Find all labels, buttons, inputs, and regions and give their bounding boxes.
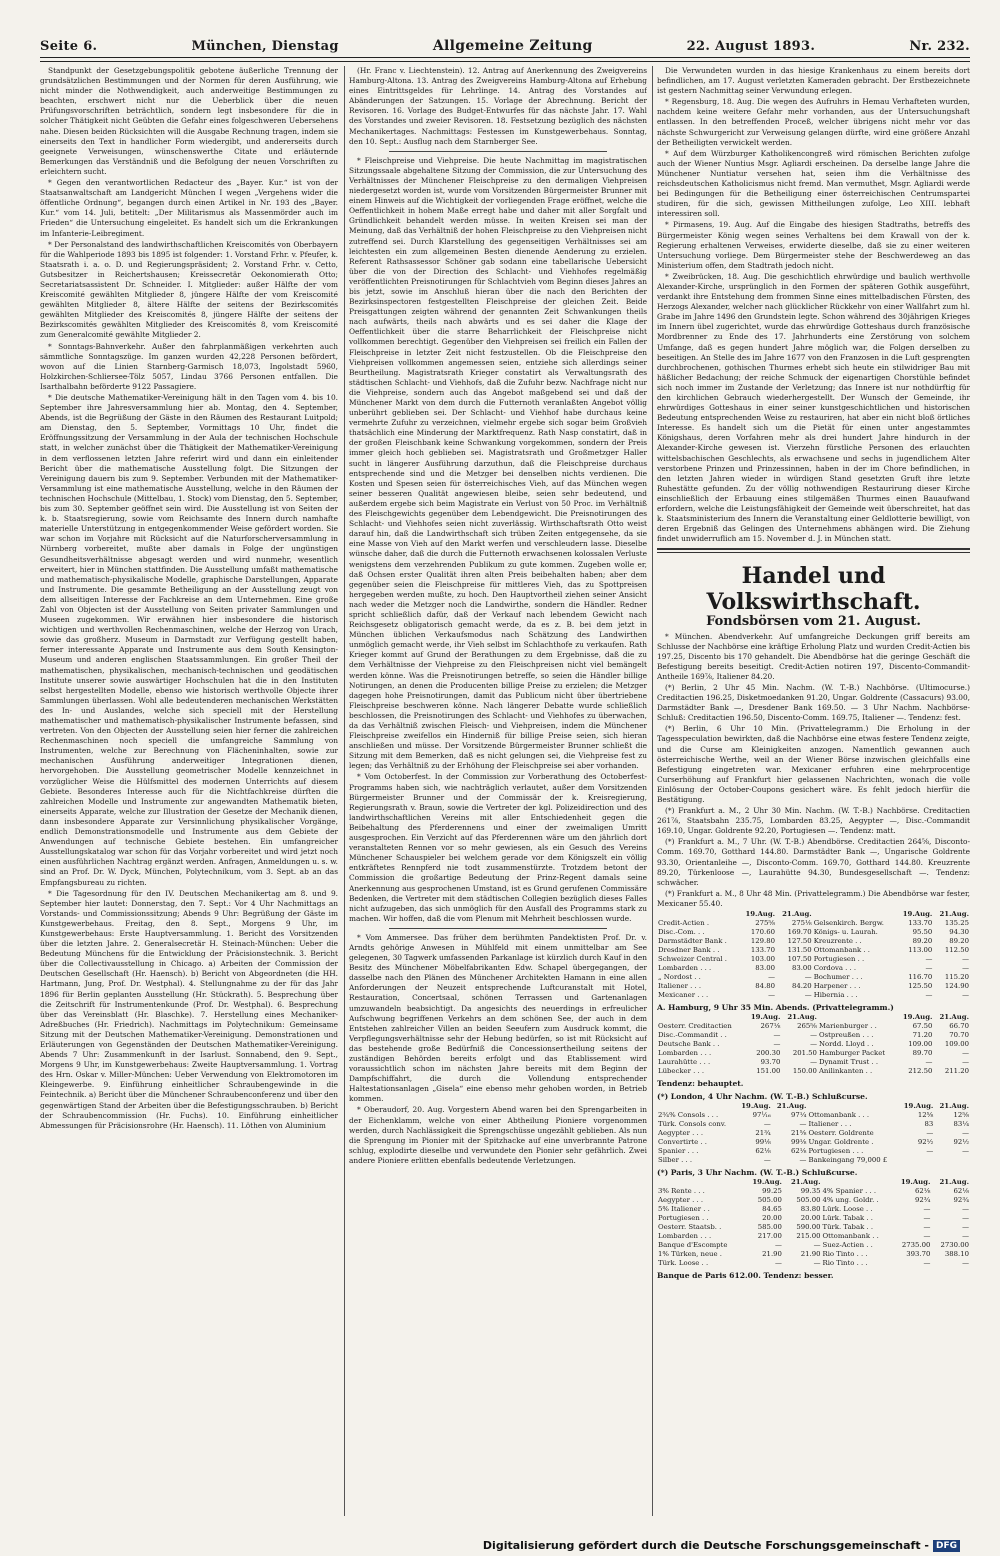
table-row — [657, 937, 970, 946]
table-header-row — [657, 1013, 970, 1022]
quote-value: — — [813, 1259, 821, 1268]
quote-value: 505.00 — [796, 1196, 821, 1205]
table-row — [657, 1022, 970, 1031]
quote-value: 84.65 — [762, 1205, 782, 1214]
quote-value: 19.Aug. — [900, 1178, 931, 1187]
quote-value: 107.50 — [787, 955, 812, 964]
quote-value: — — [962, 1058, 969, 1067]
security-name: 4% Spanier . . . — [822, 1187, 877, 1196]
security-name: Rio Tinto . . . — [822, 1250, 868, 1259]
quote-value: — — [804, 991, 812, 1000]
table-row — [657, 955, 970, 964]
security-name: Türk. Tabak . . — [822, 1223, 874, 1232]
security-name: Dresdner Bank . . — [658, 946, 720, 955]
table-row — [657, 973, 970, 982]
quote-value: 84.80 — [755, 982, 776, 991]
quote-value: 267⅛ — [760, 1022, 781, 1031]
quote-value: 83¼ — [953, 1120, 969, 1129]
quote-value: 151.00 — [756, 1067, 781, 1076]
quote-value: 217.00 — [757, 1232, 782, 1241]
article-paragraph: * Der Personalstand des landwirthschaftlichen Kreiscomités von Oberbayern für die Wahlperiode 1893 bis 1895 ist folgender: 1. Vorstand Frhr. v. Pfeufer, k. Staatsrath i. a. o. D. und Regierungspräsident; 2. Vorstand Frhr. v. Cetto, Gutsbesitzer in Reichertshausen; Kreissecretär Oekonomierath Otto; Secretariatsassistent Dr. Schneider. I. Mitglieder: außer Hälfte der vom Kreiscomité gewählten Mitglieder 8, jüngere Hälfte der vom Kreiscomité gewählten Mitglieder 8, ältere Hälfte der seitens der Bezirkscomités gewählten Mitglieder des Kreiscomités 8, jüngere Hälfte der seitens der Bezirkscomités gewählten Mitglieder des Kreiscomités 8, vom Kreiscomité zum Generalcomité gewählte Mitglieder 2. — [40, 239, 338, 340]
article-paragraph: * Oberaudorf, 20. Aug. Vorgestern Abend waren bei den Sprengarbeiten in der Eichenklamm, welche von einer Abtheilung Pioniere vorgenommen werden, durch Nachlässigkeit die Sprengschüsse ungezählt geblieben. Als nun die Sprengung im Pionier mit der Spitzhacke auf eine unverbrannte Patrone schlug, explodirte dieselbe und verwundete den Pionier sehr gefährlich. Zwei andere Pioniere erlitten ebenfalls bedeutende Verletzungen. — [349, 1105, 647, 1165]
quote-value: — — [763, 1156, 771, 1165]
security-name: Lombarden . . . — [658, 964, 712, 973]
article-paragraph: * Regensburg, 18. Aug. Die wegen des Aufruhrs in Hemau Verhafteten wurden, nachdem keine weitere Gefahr mehr vorhanden, aus der Untersuchungshaft entlassen. In den betreffenden Proceß, welcher übrigens nicht mehr vor das nächste Schwurgericht zur Verweisung gelangen dürfte, wird eine größere Anzahl der Betheiligten verwickelt werden. — [657, 97, 970, 147]
quote-value: — — [923, 1223, 931, 1232]
quote-value: — — [923, 1259, 931, 1268]
security-name: Nordd. Lloyd . . — [818, 1040, 874, 1049]
quote-value: 92½ — [953, 1138, 969, 1147]
quote-value: — — [962, 991, 969, 1000]
quote-value: 21.Aug. — [939, 1178, 969, 1187]
page-number: Seite 6. — [40, 39, 98, 54]
table-row — [657, 1058, 970, 1067]
quote-value: 93.70 — [760, 1058, 781, 1067]
table-row — [657, 928, 970, 937]
quote-table-hamburg — [657, 1013, 970, 1076]
security-name: Lombarden . . . — [658, 1049, 712, 1058]
market-paragraph: (*) Berlin, 6 Uhr 10 Min. (Privattelegramm.) Die Erholung in der Tagesspeculation bewirkten, daß die Nachbörse eine etwas festere Tendenz zeigte, und die Curse am Kleinigkeiten anzogen. Namentlich gewannen auch österreichische Werthe, weil an der Wiener Börse inzwischen gleichfalls eine Befestigung eingetreten war. Mexicaner erfuhren eine mehrprocentige Curserhöhung auf Frankfurt hier gelassenen Nachrichten, wonach die volle Einlösung der October-Coupons gesichert wäre. Es fehlt jedoch hierfür die Bestätigung. — [657, 724, 970, 804]
article-paragraph: * Sonntags-Bahnverkehr. Außer den fahrplanmäßigen verkehrten auch sämmtliche Sonntagszüge. Im ganzen wurden 42,228 Personen befördert, wovon auf die Linien Starnberg-Garmisch 18,073, Ingolstadt 5960, Holzkirchen-Schliersee-Tölz 5057, Lindau 3766 Personen entfallen. Die Isarthalbahn beförderte 9122 Passagiere. — [40, 341, 338, 391]
quote-value: 21.Aug. — [939, 910, 969, 919]
table-row — [657, 1241, 970, 1250]
quote-table-frankfurt — [657, 910, 970, 1000]
quote-value: 19.Aug. — [745, 910, 776, 919]
quote-value: 62⅛ — [755, 1147, 771, 1156]
quote-table-london — [657, 1102, 970, 1165]
quote-value: — — [923, 1232, 931, 1241]
quote-value: — — [962, 1232, 969, 1241]
quote-value: 99.25 — [762, 1187, 782, 1196]
quote-value: 109.00 — [944, 1040, 969, 1049]
quote-value: — — [925, 955, 933, 964]
section-subtitle: Fondsbörsen vom 21. August. — [706, 614, 921, 630]
quote-value: 71.20 — [912, 1031, 933, 1040]
security-name: Credit-Actien . — [658, 919, 710, 928]
table-row — [657, 1138, 970, 1147]
security-name — [813, 910, 897, 919]
place-date: München, Dienstag — [191, 39, 339, 54]
section-rule — [657, 548, 970, 553]
quote-value: 2730.00 — [940, 1241, 969, 1250]
security-name: 5% Italiener . . — [658, 1205, 710, 1214]
security-name: Ungar. Goldrente . — [808, 1138, 874, 1147]
quote-value: 133.70 — [908, 919, 933, 928]
security-name: Ostpreußen . . . — [818, 1031, 874, 1040]
quote-value: 135.25 — [944, 919, 969, 928]
quote-value: — — [810, 1031, 817, 1040]
quote-value: 200.30 — [756, 1049, 781, 1058]
table-row — [657, 1205, 970, 1214]
security-name: Lürk. Loose . . — [822, 1205, 873, 1214]
quote-value: — — [763, 1120, 771, 1129]
quote-value: 21.Aug. — [787, 1013, 817, 1022]
quote-value: — — [799, 1120, 807, 1129]
quote-value: 19.Aug. — [902, 910, 933, 919]
quote-value: 92½ — [917, 1138, 934, 1147]
article-paragraph: Die Verwundeten wurden in das hiesige Krankenhaus zu einem bereits dort befindlichen, am 17. August verletzten Kameraden gebracht. Der Erstbezeichnete ist gestern Nachmittag seiner Verwundung erlegen. — [657, 66, 970, 96]
security-name: Laurahütte . . . — [658, 1058, 711, 1067]
security-name: Marienburger . . — [818, 1022, 877, 1031]
quote-value: 20.00 — [800, 1214, 821, 1223]
article-paragraph: * Vom Octoberfest. In der Commission zur Vorberathung des Octoberfest-Programms haben sich, wie nachträglich verlautet, außer dem Vorsitzenden Bürgermeister Brunner und der Commissär der k. Kreisregierung, Regierungsrath v. Braun, sowie die Vertreter der kgl. Polizeidirection und des landwirthschaftlichen Vereins mit aller Entschiedenheit gegen die Beibehaltung des Pferderennens und einer der zweimaligen Umritt ausgesprochen. Ein Verzicht auf das Pferderennen wäre um den jährlich dort veranstalteten Rennen vor so mehr gewiesen, als ein Gesuch des Vereins Münchener Schauspieler bei welchem gerade vor dem Königszelt ein völlig entkräftetes Rennpferd nie todt zusammenstürzte. Trotzdem betont der Commission die großartige Bedeutung der Prinz-Regent damals seine Anerkennung aus gesprochenen Umstand, ist es Grund gerufenen Commissäre Bedenken, die Vertreter mit dem städtischen Collegien bezüglich dieses Falles nicht aufzugeben, das sich unmöglich für den Ausfall des Programms stark zu machen. Wir hoffen, daß die vom Plenum mit Mehrheit beschlossen wurde. — [349, 772, 647, 923]
quote-value: 109.00 — [908, 1040, 933, 1049]
quote-value: 20.00 — [762, 1214, 782, 1223]
page-header — [40, 30, 970, 54]
quote-value: 95.50 — [912, 928, 933, 937]
security-name: 3% Rente . . . — [658, 1187, 705, 1196]
table-row — [657, 1031, 970, 1040]
quote-value: — — [775, 1259, 782, 1268]
quote-value: — — [810, 1058, 817, 1067]
quote-value: 12⅝ — [917, 1111, 934, 1120]
table-header-row — [657, 1102, 970, 1111]
quote-value: — — [962, 1205, 969, 1214]
section-separator — [389, 151, 607, 152]
table-row — [657, 1049, 970, 1058]
security-name: 4% ung. Goldr. . — [822, 1196, 879, 1205]
security-name: Portugiesen . . — [813, 955, 865, 964]
quote-value: 62⅛ — [953, 1187, 969, 1196]
table-row — [657, 1120, 970, 1129]
article-paragraph: * Zweibrücken, 18. Aug. Die geschichtlich ehrwürdige und baulich werthvolle Alexander-Kirche, ursprünglich in den Formen der späteren Gothik ausgeführt, verdankt ihre Entstehung dem frommen Sinne eines mittelbadischen Fürsten, des Herzogs Alexander, welcher nach glücklicher Rückkehr von einer Wallfahrt zum hl. Grabe im Jahre 1496 den Grundstein legte. Schon während des 30jährigen Krieges im Innern übel zugerichtet, wurde das ehrwürdige Gotteshaus durch französische Mordbrenner zu Ende des 17. Jahrhunderts eine Zerstörung von solchem Umfange, daß es gegen hundert Jahre möglich war, die Folgen derselben zu beseitigen. An Stelle des im Jahre 1677 von den Franzosen in die Luft gesprengten durchbrochenen, gothischen Thurmes erhebt sich heute ein stilwidriger Bau mit häßlicher Bedachung; der reiche Schmuck der eigenartigen Chorstühle befindet sich noch immer im Zustande der Verletzung; das Innere ist nur nothdürftig für den kirchlichen Gebrauch wiederhergestellt. Der Wunsch der Gemeinde, ihr ehrwürdiges Gotteshaus in einer seiner kunstgeschichtlichen und historischen Bedeutung entsprechenden Weise zu restauriren, hat aber ein nicht bloß örtliches Interesse. Es handelt sich um die Pietät für einen unter angestammtes Königshaus, deren Vorfahren mehr als drei hundert Jahre hindurch in der Alexander-Kirche gewesen ist. Vierzehn fürstliche Personen des erlauchten wittelsbachischen Geschlechts, als erwachsene und sechs in jugendlichem Alter verstorbene Prinzen und Prinzessinnen, haben in der im Chore befindlichen, in den letzten Jahren wieder in würdigen Stand gesetzten Gruft ihre letzte Ruhestätte gefunden. Zu der völlig nothwendigen Restaurirung dieser Kirche einschließlich der Erbauung eines stilgemäßen Thurmes einen Bauaufwand erfordern, welche die Leistungsfähigkeit der Gemeinde weit überschreitet, hat das k. Staatsministerium des Innern die Veranstaltung einer Geldlotterie bewilligt, von deren Ergebniß das Gelingen des Unternehmens abhängen wird. Die Ziehung findet unwiderruflich am 15. November d. J. in München statt. — [657, 271, 970, 544]
table-header-row — [657, 1178, 970, 1187]
quote-value: — — [813, 1241, 821, 1250]
security-name: Lombarden . . . — [658, 1232, 712, 1241]
quote-value: 19.Aug. — [903, 1102, 934, 1111]
security-name — [822, 1178, 893, 1187]
quote-value: 66.70 — [949, 1022, 969, 1031]
security-name: Kreuzrente . . — [813, 937, 862, 946]
table-row — [657, 964, 970, 973]
issue-date: 22. August 1893. — [686, 39, 816, 54]
table-row — [657, 1111, 970, 1120]
quote-value: 393.70 — [906, 1250, 931, 1259]
article-paragraph: * Gegen den verantwortlichen Redacteur des „Bayer. Kur.“ ist von der Staatsanwaltschaft am Landgericht München I wegen „Vergehens wider die öffentliche Ordnung“, begangen durch einen Artikel in Nr. 193 des „Bayer. Kur.“ vom 14. Juli, betitelt: „Der Militarismus als Massenmörder auch im Frieden“ die Untersuchung eingeleitet. Es handelt sich um die Erkrankungen im Infanterie-Leibregiment. — [40, 178, 338, 238]
quote-value: — — [925, 1058, 933, 1067]
table-row — [657, 1156, 970, 1165]
quote-value: 97¼ — [790, 1111, 807, 1120]
column-3 — [657, 66, 970, 1516]
tendency-text: Tendenz: behauptet. — [657, 1079, 744, 1089]
quote-value: 62⅛ — [790, 1147, 807, 1156]
table-row — [657, 991, 970, 1000]
quote-value: — — [773, 1031, 781, 1040]
table-row — [657, 1223, 970, 1232]
security-name: Oesterr. Creditactien — [658, 1022, 732, 1031]
quote-value: — — [962, 1223, 969, 1232]
market-paragraph: (*) Frankfurt a. M., 7 Uhr. (W. T.-B.) Abendbörse. Creditactien 264⅝, Disconto-Comm. 169.70, Gotthard 144.80. Darmstädter Bank —, Ungarische Goldrente 93.30, Orientanleihe —, Disconto-Comm. 169.70, Gotthard 144.80. Kreuzrente 89.20, Türkenloose —, Laurahütte 94.30, Bundesgesellschaft —. Tendenz: schwächer. — [657, 837, 970, 887]
article-paragraph: * Auf dem Würzburger Katholikencongreß wird römischen Berichten zufolge auch der Wiener Nuntius Msgr. Agliardi erscheinen. Da derselbe lange Jahre die Münchener Nuntiatur versehen hat, seien ihm die Verhältnisse des reichsdeutschen Katholicismus nicht fremd. Man vermuthet, Msgr. Agliardi werde bei Bedingungen für die Betheiligung einer österreichischen Centrumspartei studiren, für die sich, gewissen Mittheilungen zufolge, Leo XIII. lebhaft interessiren soll. — [657, 148, 970, 219]
quote-value — [899, 1156, 935, 1165]
security-name: Königs- u. Laurah. — [813, 928, 878, 937]
quote-value: 113.00 — [908, 946, 933, 955]
quote-value: 169.70 — [787, 928, 812, 937]
newspaper-title: Allgemeine Zeitung — [432, 38, 593, 54]
security-name: Silber . . . — [658, 1156, 693, 1165]
quote-value: — — [923, 1214, 931, 1223]
security-name — [657, 910, 739, 919]
quote-value: 212.50 — [908, 1067, 933, 1076]
quote-value: 112.50 — [944, 946, 969, 955]
quote-value: — — [962, 1259, 969, 1268]
quote-value: — — [775, 1241, 782, 1250]
section-separator — [389, 928, 607, 929]
security-name: Ottomanbank . . — [813, 946, 870, 955]
quote-value: 99⅛ — [755, 1138, 771, 1147]
security-name: Oesterr. Goldrente — [808, 1129, 874, 1138]
footer-credit: Digitalisierung gefördert durch die Deutsche Forschungsgemeinschaft - — [482, 1539, 929, 1552]
article-paragraph: (Hr. Franc v. Liechtenstein). 12. Antrag auf Anerkennung des Zweigvereins Hamburg-Altona. 13. Antrag des Zweigvereins Hamburg-Altona auf Erhebung eines Eintrittsgeldes für Lehrlinge. 14. Antrag des Vorstandes auf Abänderungen der Satzungen. 15. Vorlage der Abrechnung. Bericht der Revisoren. 16. Vorlage des Budget-Entwurfes für das nächste Jahr. 17. Wahl des Vorstandes und zweier Revisoren. 18. Festsetzung bezüglich des nächsten Mechanikertages. Nachmittags: Festessen im Kunstgewerbehaus. Sonntag, den 10. Sept.: Ausflug nach dem Starnberger See. — [349, 66, 647, 146]
security-name: Convertirte . . — [658, 1138, 707, 1147]
quote-value — [934, 1156, 970, 1165]
security-name: Harpener . . . — [813, 982, 861, 991]
quote-value: 585.00 — [757, 1223, 782, 1232]
security-name: Italiener . . . — [658, 982, 702, 991]
security-name: Banque d'Escompte — [658, 1241, 728, 1250]
footer-text — [483, 1539, 960, 1552]
dfg-logo: DFG — [933, 1540, 960, 1552]
quote-value: 94.30 — [949, 928, 969, 937]
quote-value: 103.00 — [750, 955, 776, 964]
security-name: Lürk. Tabak . . — [822, 1214, 873, 1223]
quote-value: — — [925, 964, 933, 973]
quote-table-paris — [657, 1178, 970, 1268]
security-name: 1% Türken, neue . — [658, 1250, 722, 1259]
security-name: Türk. Consols conv. — [658, 1120, 727, 1129]
security-name: Darmstädter Bank . — [658, 937, 727, 946]
quote-value: — — [768, 991, 776, 1000]
quote-value: — — [773, 1040, 781, 1049]
table-row — [657, 1259, 970, 1268]
quote-value: 19.Aug. — [750, 1013, 781, 1022]
column-divider — [344, 66, 345, 1516]
table-row — [657, 1187, 970, 1196]
quote-value: 21.Aug. — [939, 1013, 969, 1022]
paris-tail: Banque de Paris 612.00. Tendenz: besser. — [657, 1271, 834, 1281]
quote-value: 133.70 — [750, 946, 776, 955]
table-header-row — [657, 910, 970, 919]
security-name: Bochumer . . . — [813, 973, 863, 982]
security-name: Türk. Loose . . — [658, 1259, 709, 1268]
quote-value: 2735.00 — [901, 1241, 931, 1250]
article-paragraph: * Vom Ammersee. Das früher dem berühmten Pandektisten Prof. Dr. v. Arndts gehörige Anwesen in Mühlfeld mit einem unmittelbar am See gelegenen, 30 Tagwerk umfassenden Parkanlage ist kürzlich durch Kauf in den Besitz des Münchener Möbelfabrikanten Edw. Schapel übergegangen, der dasselbe nach den Plänen des Münchener Architekten Hamann in eine allen Anforderungen der Neuzeit entsprechende Luftcuranstalt mit Hotel, Restauration, Concertsaal, schönen Terrassen und Gartenanlagen umzuwandeln beabsichtigt. Da angesichts des neuerdings in erfreulicher Aufschwung begriffenen Verkehrs an dem schönen See, der auch in dem Entstehen zahlreicher Villen an beiden Seeufern zum Ausdruck kommt, die Verpflegungsverhältnisse sehr der Hebung bedürfen, so ist mit Rücksicht auf das bestehende große Bedürfniß die Concessionsertheilung seitens der zuständigen Behörden bereits erfolgt und das Etablissement wird voraussichtlich schon im nächsten Jahre bereits mit dem Beginn der Dampfschiffahrt, die durch die Vollendung entsprechender Haltestationsanlagen „Gisela“ eine ebenso mehr gehoben worden, in Betrieb kommen. — [349, 932, 647, 1104]
quote-value: — — [926, 1129, 934, 1138]
security-name: Gelsenkirch. Bergw. — [813, 919, 884, 928]
security-name: Hibernia . . . — [813, 991, 858, 1000]
security-name: Ottomanbank . . — [822, 1232, 879, 1241]
article-paragraph: * Die Tagesordnung für den IV. Deutschen Mechanikertag am 8. und 9. September hier lautet: Donnerstag, den 7. Sept.: Vor 4 Uhr Nachmittags an Vorstands- und Commissionssitzung; Abends 9 Uhr: Begrüßung der Gäste im Kunstgewerbehaus. Freitag, den 8. Sept., Morgens 9 Uhr, im Kunstgewerbehaus: Erste Hauptversammlung. 1. Bericht des Vorsitzenden über die letzten Jahre. 2. Generalsecretär H. Steinach-München: Ueber die Bedeutung Münchens für die Entwicklung der Präcisionstechnik. 3. Bericht über die Collectivausstellung in Chicago. a) Arbeiten der Commission der Deutschen Gesellschaft (Hr. Haensch). b) Bericht von Abgeordneten (die HH. Hartmann, Jung, Prof. Dr. Westphal). 4. Stellungnahme zu der für das Jahr 1896 für Berlin geplanten Ausstellung (Hr. Stückrath). 5. Besprechung über die Zeitschrift für Instrumentenkunde (Prof. Dr. Westphal). 6. Besprechung über das Vereinsblatt (Hr. Blaschke). 7. Herstellung eines Mechaniker-Adreßbuches (Hr. Friedrich). Nachmittags im Polytechnikum: Gemeinsame Sitzung mit der Deutschen Mathematiker-Vereinigung. Demonstrationen und Erläuterungen von Gegenständen der Deutschen Mathematiker-Vereinigung. Abends 7 Uhr: Zusammenkunft in der Isarlust. Sonnabend, den 9. Sept., Morgens 9 Uhr, im Kunstgewerbehaus: Zweite Hauptversammlung. 1. Vortrag des Hrn. Oskar v. Miller-München: Ueber Verwendung von Elektromotoren im Kleingewerbe. 9. Einführung einheitlicher Schraubengewinde in die Feintechnik. a) Bericht über die Münchener Schraubenconferenz und über den gegenwärtigen Stand der Arbeiten über die Befestigungsschrauben. b) Bericht der Schraubencommission (Hr. Fuchs). 10. Einführung einheitlicher Abmessungen für Präcisionsrohre (Hr. Haensch). 11. Löthen von Aluminium — [40, 888, 338, 1130]
newspaper-page — [40, 30, 970, 1520]
quote-value: — — [799, 1156, 807, 1165]
column-divider — [652, 66, 653, 1516]
table-row — [657, 982, 970, 991]
article-paragraph: * Pirmasens, 19. Aug. Auf die Eingabe des hiesigen Stadtraths, betreffs des Bürgermeister König wegen seines Verhaltens bei dem Krawall von der k. Regierung erhaltenen Verweises, erwiderte dieselbe, daß sie zu einer weiteren Untersuchung vorliege. Dem Bürgermeister stehe der Beschwerdeweg an das Ministerium offen, dem Stadtrath jedoch nicht. — [657, 220, 970, 270]
security-name: Aegypter . . . — [658, 1196, 704, 1205]
quote-value: 211.20 — [944, 1067, 969, 1076]
quote-value: — — [962, 1129, 969, 1138]
security-name — [818, 1013, 897, 1022]
table-row — [657, 1196, 970, 1205]
security-name — [657, 1102, 736, 1111]
column-2 — [349, 66, 647, 1516]
quote-value: 388.10 — [944, 1250, 969, 1259]
quote-value: 590.00 — [796, 1223, 821, 1232]
article-paragraph: * Die deutsche Mathematiker-Vereinigung hält in den Tagen vom 4. bis 10. September ihre Jahresversammlung hier ab. Montag, den 4. September, Abends, ist die Begrüßung der Gäste in den Räumen des Restaurant Luitpold; am Dienstag, den 5. September, Vormittags 10 Uhr, findet die Eröffnungssitzung der Versammlung in der Aula der technischen Hochschule statt, in welcher zunächst über die Thätigkeit der Mathematiker-Vereinigung in dem verflossenen letzten Jahre referirt wird und dann ein einleitender Bericht über die mathematische Ausstellung folgt. Die Sitzungen der Vereinigung dauern bis zum 9. September. Verbunden mit der Mathematiker-Versammlung ist eine mathematische Ausstellung, welche in den Räumen der technischen Hochschule (Mittelbau, 1. Stock) vom Dienstag, den 5. September, bis zum 30. September geöffnet sein wird. Die Ausstellung ist von Seiten der k. b. Staatsregierung, sowie vom Reichsamte des Innern durch namhafte materielle Unterstützung in entgegenkommender Weise gefördert worden. Sie war schon im Vorjahre mit Rücksicht auf die Naturforscherversammlung in Nürnberg vorbereitet, mußte aber damals in Folge der ungünstigen Gesundheitsverhältnisse abgesagt werden und wird nunmehr, wesentlich erweitert, hier in München stattfinden. Die Ausstellung umfaßt mathematische und mathematisch-physikalische Modelle, graphische Darstellungen, Apparate und Instrumente. Die gesammte Betheiligung an der Ausstellung zeugt von dem allseitigen Interesse der Fachkreise an dem Unternehmen. Eine große Zahl von Objecten ist der Ausstellung von Seiten privater Sammlungen und Museen zugekommen. Wir erwähnen hier insbesondere die historisch wichtigen und werthvollen Rechenmaschinen, welche der Herzog von Urach, sowie das großherz. Museum in Darmstadt zur Verfügung gestellt haben, ferner interessante Apparate und Instrumente aus dem South Kensington-Museum und anderen englischen Staatssammlungen. Ein großer Theil der mathematischen, physikalischen, mechanisch-technischen und geodätischen Institute unserer sowie auswärtiger Hochschulen hat die in den Instituten selbst hergestellten Modelle, ebenso wie historisch werthvolle Objecte ihrer Sammlungen überlassen. Wohl alle bedeutenderen mechanischen Werkstätten des In- und Auslandes, welche sich speciell mit der Herstellung mathematischer und mathematisch-physikalischer Instrumente befassen, sind vertreten. Von den Objecten der Ausstellung seien hier ferner die zahlreichen Rechenmaschinen noch speciell die umfangreiche Sammlung von Instrumenten, welche zur Berechnung von Flächeninhalten, sowie zur mechanischen Ausführung anderweitiger Integrationen dienen, hervorgehoben. Die Ausstellung geometrischer Modelle kennzeichnet in vorzüglicher Weise die Hülfsmittel des modernen Unterrichts auf diesem Gebiete. Besonderes Interesse auch für die Nichtfachkreise dürften die zahlreichen Modelle und Instrumente zur angewandten Mathematik bieten, einerseits Apparate, welche zur Illustration der Gesetze der Mechanik dienen, dann insbesondere Apparate zur Versinnlichung physikalischer Vorgänge, endlich Demonstrationsmodelle und Instrumente aus dem Gebiete der Anwendungen auf technische Gebiete bestehen. Ein umfangreicher Ausstellungskatalog war schon für das Vorjahr vorbereitet und wird jetzt noch einen ausführlichen Nachtrag ergänzt werden. Anfragen, Anmeldungen u. s. w. sind an Prof. Dr. W. Dyck, München, Polytechnikum, vom 3. Sept. ab an das Empfangsbureau zu richten. — [40, 393, 338, 887]
security-name: Schweizer Central . — [658, 955, 727, 964]
security-name: Deutsche Bank . . — [658, 1040, 720, 1049]
quote-value: 505.00 — [757, 1196, 782, 1205]
quote-value: 83 — [924, 1120, 934, 1129]
quote-value: 70.70 — [949, 1031, 969, 1040]
quote-value: 21⅝ — [790, 1129, 807, 1138]
quote-heading-hamburg: A. Hamburg, 9 Uhr 35 Min. Abends. (Privattelegramm.) — [657, 1003, 894, 1013]
quote-value: 131.50 — [787, 946, 812, 955]
quote-value: 21.90 — [800, 1250, 821, 1259]
security-name: Hamburger Packet — [818, 1049, 886, 1058]
quote-value: 21.Aug. — [776, 1102, 807, 1111]
quote-value: 21.Aug. — [790, 1178, 821, 1187]
table-row — [657, 946, 970, 955]
quote-value: 127.50 — [787, 937, 812, 946]
quote-value: 170.60 — [750, 928, 776, 937]
quote-value: — — [962, 1147, 969, 1156]
header-rule-thin — [40, 61, 970, 62]
article-paragraph: Standpunkt der Gesetzgebungspolitik gebotene äußerliche Trennung der grundsätzlichen Bestimmungen und der Normen für deren Ausführung, wie nicht minder die Nothwendigkeit, auch anderweitige Bestimmungen zu beachten, erschwert nicht nur die Ueberblick über die neuen Prüfungsvorschriften beträchtlich, sondern legt insbesondere für die in solcher Thätigkeit nicht Geübten die Gefahr eines folgeschweren Uebersehens nahe. Diesen beiden Rücksichten will die Ausgabe Rechnung tragen, indem sie einerseits den Text in handlicher Form wiedergibt, und andererseits durch geeignete Verweisungen, wünschenswerthe Citate und erläuternde Bemerkungen das Verständniß und die Befolgung der neuen Vorschriften zu erleichtern sucht. — [40, 66, 338, 176]
table-row — [657, 1232, 970, 1241]
section-title: Handel und Volkswirthschaft. — [706, 563, 921, 616]
security-name: Spanier . . . — [658, 1147, 699, 1156]
security-name: Ottomanbank . . . — [808, 1111, 870, 1120]
table-row — [657, 1040, 970, 1049]
security-name: Portugiesen . . . — [808, 1147, 864, 1156]
security-name: 2¾% Consols . . . — [658, 1111, 719, 1120]
quote-value: — — [804, 973, 812, 982]
security-name: Bankeingang 79,000 £ — [808, 1156, 888, 1165]
quote-value: — — [923, 1205, 931, 1214]
quote-value: 83.00 — [755, 964, 776, 973]
quote-value: 21.90 — [762, 1250, 782, 1259]
quote-value: 12⅝ — [953, 1111, 969, 1120]
issue-number: Nr. 232. — [909, 39, 970, 54]
table-row — [657, 1214, 970, 1223]
quote-value: 92¾ — [953, 1196, 969, 1205]
security-name: Disc.-Commandit . . — [658, 1031, 727, 1040]
quote-value: 125.50 — [908, 982, 933, 991]
quote-value: 83.80 — [800, 1205, 821, 1214]
table-row — [657, 1147, 970, 1156]
security-name — [807, 1102, 898, 1111]
quote-value: 201.50 — [792, 1049, 817, 1058]
quote-value: 124.90 — [944, 982, 969, 991]
security-name: Italiener . . . — [808, 1120, 852, 1129]
market-paragraph: (*) Frankfurt a. M., 2 Uhr 30 Min. Nachm. (W. T.-B.) Nachbörse. Creditactien 261⅞, Staatsbahn 235.75, Lombarden 83.25, Aegypter —, Disc.-Commandit 169.10, Ungar. Goldrente 92.20, Portugiesen —. Tendenz: matt. — [657, 806, 970, 836]
market-paragraph: (*) Frankfurt a. M., 8 Uhr 48 Min. (Privattelegramm.) Die Abendbörse war fester, Mexicaner 55.40. — [657, 888, 970, 908]
quote-value: 275⅝ — [755, 919, 776, 928]
quote-heading-london: (*) London, 4 Uhr Nachm. (W. T.-B.) Schlußcurse. — [657, 1092, 868, 1102]
quote-value: 99.35 — [800, 1187, 821, 1196]
quote-heading-paris: (*) Paris, 3 Uhr Nachm. (W. T.-B.) Schlußcurse. — [657, 1168, 858, 1178]
quote-value: 89.20 — [912, 937, 933, 946]
quote-value: 89.70 — [912, 1049, 933, 1058]
quote-value: 265⅝ — [797, 1022, 817, 1031]
quote-value: 115.20 — [944, 973, 969, 982]
quote-value: 21.Aug. — [939, 1102, 969, 1111]
security-name: Lübecker . . . — [658, 1067, 705, 1076]
quote-value: 215.00 — [796, 1232, 821, 1241]
table-row — [657, 1250, 970, 1259]
market-paragraph: * München. Abendverkehr. Auf umfangreiche Deckungen griff bereits am Schlusse der Nachbörse eine kräftige Erholung Platz und wurden Credit-Actien bis 197.25, Discento bis 170 gehandelt. Die Abendbörse hat die geringe Geschäft die Befestigung bereits beseitigt. Credit-Actien notiren 197, Discento-Commandit-Antheile 169⅞, Italiener 84.20. — [657, 631, 970, 681]
columns — [40, 66, 970, 1516]
table-row — [657, 1129, 970, 1138]
quote-value: 62⅛ — [914, 1187, 931, 1196]
quote-value: — — [962, 955, 969, 964]
quote-value: 19.Aug. — [741, 1102, 771, 1111]
security-name: Dynamit Trust . . — [818, 1058, 879, 1067]
quote-value: — — [962, 1214, 969, 1223]
security-name: Oesterr. Staatsb. . — [658, 1223, 722, 1232]
security-name — [657, 1013, 745, 1022]
header-rule — [40, 57, 970, 58]
quote-value: 67.50 — [912, 1022, 933, 1031]
security-name: Rio Tinto . . . — [822, 1259, 868, 1268]
quote-value: 150.00 — [792, 1067, 817, 1076]
quote-value: 97¹⁄₁₆ — [752, 1111, 771, 1120]
quote-value: — — [925, 991, 933, 1000]
quote-value: — — [962, 964, 969, 973]
security-name: Disc.-Com. . . — [658, 928, 705, 937]
table-row — [657, 1067, 970, 1076]
quote-value: 92¾ — [914, 1196, 931, 1205]
table-row — [657, 919, 970, 928]
quote-value: 84.20 — [791, 982, 812, 991]
security-name: Aegypter . . . — [658, 1129, 704, 1138]
quote-value: 129.80 — [750, 937, 776, 946]
security-name — [657, 1178, 744, 1187]
security-name: Suez-Actien . . — [822, 1241, 873, 1250]
quote-value: — — [768, 973, 776, 982]
security-name: „ Nordost . . — [658, 973, 701, 982]
security-name: Anilinkanten . . — [818, 1067, 873, 1076]
security-name: Portugiesen . . — [658, 1214, 709, 1223]
quote-value: 83.00 — [791, 964, 812, 973]
quote-value: 89.20 — [949, 937, 969, 946]
quote-value: — — [962, 1049, 969, 1058]
quote-value: 99⅛ — [790, 1138, 807, 1147]
market-paragraph: (*) Berlin, 2 Uhr 45 Min. Nachm. (W. T.-B.) Nachbörse. (Ultimocurse.) Creditactien 196.25, Disketmoedanken 91.20, Ungar. Goldrente (Cassacurs) 93.00, Darmstädter Bank —, Dresdener Bank 169.50. — 3 Uhr Nachm. Nachbörse-Schluß: Creditactien 196.50, Discento-Comm. 169.75, Italiener —. Tendenz: fest. — [657, 682, 970, 723]
security-name: Mexicaner . . . — [658, 991, 709, 1000]
quote-value: 21.Aug. — [782, 910, 812, 919]
column-1 — [40, 66, 338, 1516]
digitization-footer — [0, 1536, 1000, 1556]
quote-value: 275⅛ — [791, 919, 812, 928]
security-name: Cordova . . . — [813, 964, 857, 973]
quote-value: 21¾ — [755, 1129, 771, 1138]
quote-value: 19.Aug. — [902, 1013, 933, 1022]
quote-value: — — [810, 1040, 817, 1049]
quote-value: 116.70 — [908, 973, 933, 982]
quote-value: 19.Aug. — [752, 1178, 782, 1187]
quote-value: — — [926, 1147, 934, 1156]
article-paragraph: * Fleischpreise und Viehpreise. Die heute Nachmittag im magistratischen Sitzungssaale abgehaltene Sitzung der Commission, die zur Untersuchung des Verhältnisses der Münchener Fleischpreise zu den dermaligen Viehpreisen niedergesetzt worden ist, wurde vom Vorsitzenden Bürgermeister Brunner mit einem Hinweis auf die Wichtigkeit der vorliegenden Frage eröffnet, welche die Oeffentlichkeit in hohem Maße erregt habe und daher mit aller Sorgfalt und Gründlichkeit behandelt werden müsse. In weiten Kreisen sei man der Meinung, daß das Verhältniß der hohen Fleischpreise zu den Viehpreisen nicht zutreffend sei. Durch Klarstellung des gegenseitigen Verhältnisses sei am leichtesten ein zum allgemeinen Besten dienende Aenderung zu erzielen. Referent Rathsassessor Schöner gab sodann eine tabellarische Uebersicht über die von der Direction des Schlacht- und Viehhofes regelmäßig veröffentlichten Preisnotirungen für Schlachtvieh vom Beginn dieses Jahres an bis jetzt, sowie im Anschluß hieran über die nach den Berichten der Bezirksinspectoren festgestellten Fleischpreise der gleichen Zeit. Beide Preisgattungen zeigten während der genannten Zeit Schwankungen theils nach aufwärts, theils nach abwärts und es sei daher die Klage der Oeffentlichkeit über die starre Beharrlichkeit der Fleischpreise nicht vollkommen berechtigt. Gegenüber den Viehpreisen sei freilich ein Fallen der Fleischpreise in letzter Zeit nicht festzustellen. Ob die Fleischpreise den Viehpreisen vollkommen angemessen seien, entziehe sich allerdings seiner Beurtheilung. Magistratsrath Krieger constatirt als Verwaltungsrath des städtischen Schlacht- und Viehhofs, daß die Zufuhr bezw. Nachfrage nicht nur die Viehpreise, sondern auch das Angebot maßgebend sei und daß der Münchener Markt von dem durch die Futternoth veranlaßten Angebot völlig unberührt geblieben sei. Der Schlacht- und Viehhof habe durchaus keine vermehrte Zufuhr zu verzeichnen, vielmehr ergebe sich sogar beim Großvieh thatsächlich eine Minderung der Marktfrequenz. Rath Nasp constatirt, daß in der großen Fleischbank keine Schwankung vorgekommen, sondern der Preis immer gleich hoch geblieben sei. Magistratsrath und Großmetzger Haller sucht in längerer Ausführung darzuthun, daß die Fleischpreise durchaus entsprechende sind und die Metzger bei denselben nichts verdienen. Die Kosten und Spesen seien für österreichisches Vieh, auf das München wegen seiner besseren Qualität angewiesen bleibe, seien sehr bedeutend, und außerdem ergebe sich beim Magistrate ein Verlust von 50 Proc. im Verhältniß des Fleischgewichts gegenüber dem Lebendgewicht. Die Preisnotirungen des Schlacht- und Viehhofes seien nicht zuverlässig. Wirthschaftsrath Otto weist darauf hin, daß die Landwirthschaft sich trüben Zeiten entgegensehe, da sie eine Masse von Vieh auf den Markt werfen und verschleudern lasse. Dieselbe wünsche daher, daß die durch die Futternoth erwachsenen kolossalen Verluste wenigstens dem verzehrenden Publikum zu gute kommen. Zugeben wolle er, daß Ochsen erster Qualität ihren alten Preis beibehalten haben; aber dem gegenüber seien die Fleischpreise für mittleres Vieh, das zu Spottpreisen hergegeben werden mußte, zu hoch. Den Hauptvortheil ziehen seiner Ansicht nach weder die Metzger noch die Landwirthe, sondern die Händler. Redner spricht schließlich dafür, daß der Verkauf nach lebendem Gewicht nach Reichsgesetz obligatorisch gemacht werde, da es z. B. bei dem jetzt in München üblichen Verkaufsmodus nach Schätzung des Landwirthen unmöglich gemacht werde, ihr Vieh selbst im Schlachthofe zu verkaufen. Rath Krieger kommt auf Grund der Berathungen zu dem Ergebnisse, daß die zu dem Verhältnisse der Viehpreise zu den Fleischpreisen nicht viel bemängelt werden könne. Was die Preisnotirungen betreffe, so seien die Händler billige Notirungen, an denen die Producenten billige Preise zu erzielen; die Metzger dagegen hohe Preisnotirungen, damit das Publicum nicht über übertriebene Fleischpreise beschweren könne. Nach längerer Debatte wurde schließlich beschlossen, die Preisnotirungen des Schlacht- und Viehhofes zu überwachen, da das Verhältniß zwischen Fleisch- und Viehpreisen, indem die Münchener Fleischpreise zweifellos ein Hinderniß für billige Preise seien, sich hieran anschließen und müsse. Der Vorsitzende Bürgermeister Brunner schließt die Sitzung mit dem Bemerken, daß es nicht gelungen sei, die Viehpreise fest zu legen; das Verhältniß zu der Erhöhung der Fleischpreise sei aber vorhanden. — [349, 155, 647, 771]
